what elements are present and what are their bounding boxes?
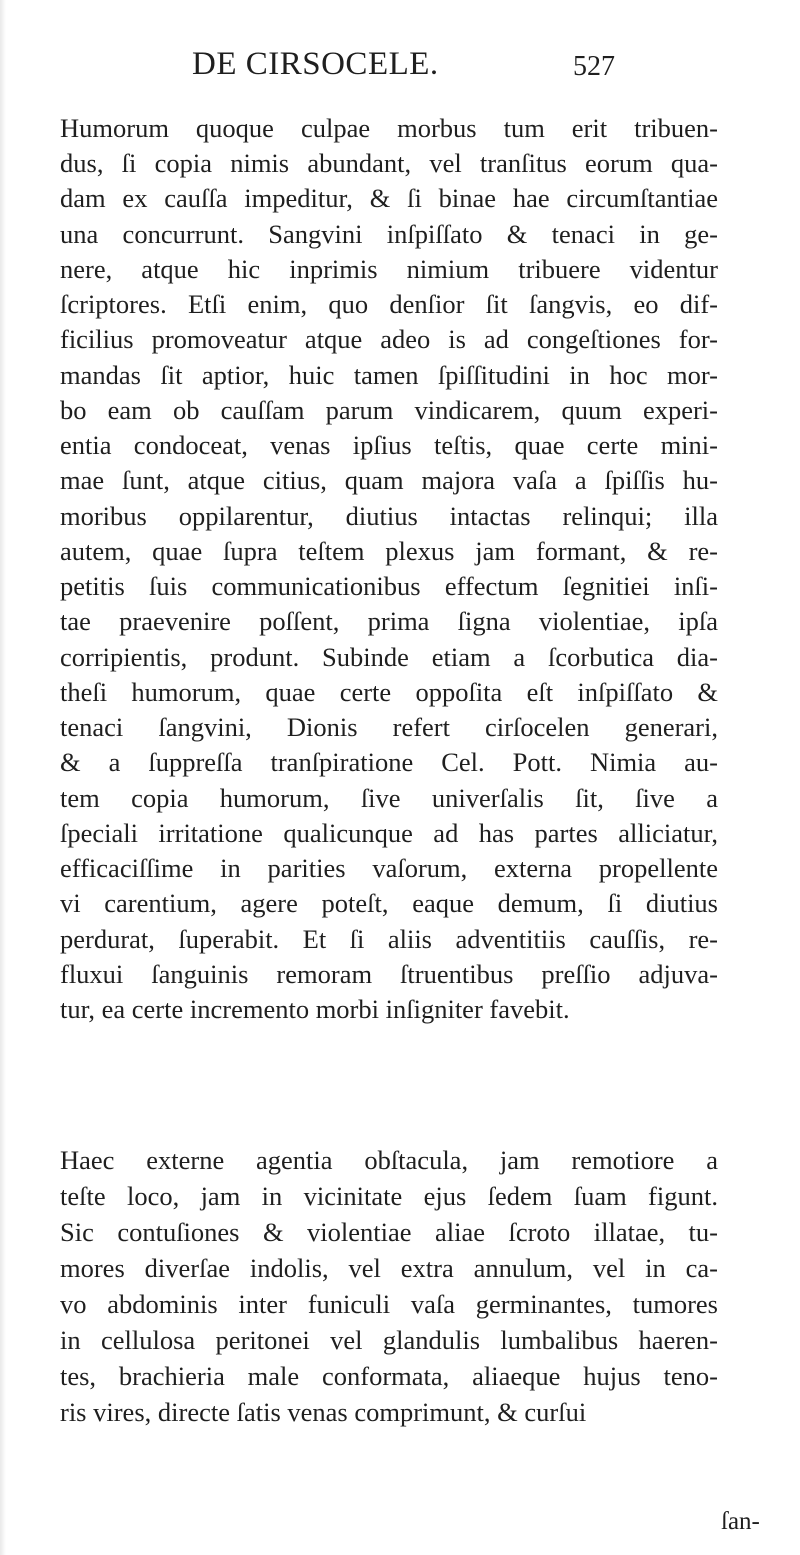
text-line: Humorum quoque culpae morbus tum erit tribuen- xyxy=(60,113,718,143)
text-line: entia condoceat, venas ipſius teſtis, quae certe mini- xyxy=(60,430,718,460)
text-line: tenaci ſangvini, Dionis refert cirſocelen generari, xyxy=(60,712,718,742)
text-line: dus, ſi copia nimis abundant, vel tranſitus eorum qua- xyxy=(60,148,718,178)
text-line: ſcriptores. Etſi enim, quo denſior ſit ſangvis, eo dif- xyxy=(60,289,718,319)
text-line: perdurat, ſuperabit. Et ſi aliis adventitiis cauſſis, re- xyxy=(60,924,718,954)
text-line: autem, quae ſupra teſtem plexus jam formant, & re- xyxy=(60,536,718,566)
text-line: tem copia humorum, ſive univerſalis ſit, ſive a xyxy=(60,783,718,813)
text-line: Haec externe agentia obſtacula, jam remotiore a xyxy=(60,1145,718,1175)
text-line: mores diverſae indolis, vel extra annulum, vel in ca- xyxy=(60,1253,718,1283)
text-line: tur, ea certe incremento morbi inſigniter favebit. xyxy=(60,994,570,1024)
scan-shadow-edge xyxy=(0,0,6,1555)
page-number: 527 xyxy=(573,51,615,82)
text-line: mae ſunt, atque citius, quam majora vaſa a ſpiſſis hu- xyxy=(60,465,718,495)
text-line: tae praevenire poſſent, prima ſigna violentiae, ipſa xyxy=(60,606,718,636)
text-line: tes, brachieria male conformata, aliaeque hujus teno- xyxy=(60,1361,718,1391)
text-line: teſte loco, jam in vicinitate ejus ſedem ſuam figunt. xyxy=(60,1181,718,1211)
text-line: fluxui ſanguinis remoram ſtruentibus preſſio adjuva- xyxy=(60,959,718,989)
page-title: DE CIRSOCELE. xyxy=(192,46,439,82)
text-line: ficilius promoveatur atque adeo is ad congeſtiones for- xyxy=(60,324,718,354)
text-line: mandas ſit aptior, huic tamen ſpiſſitudini in hoc mor- xyxy=(60,360,718,390)
text-line: nere, atque hic inprimis nimium tribuere videntur xyxy=(60,254,718,284)
text-line: una concurrunt. Sangvini inſpiſſato & tenaci in ge- xyxy=(60,219,718,249)
text-line: & a ſuppreſſa tranſpiratione Cel. Pott. Nimia au- xyxy=(60,747,718,777)
text-line: vi carentium, agere poteſt, eaque demum, ſi diutius xyxy=(60,888,718,918)
text-line: moribus oppilarentur, diutius intactas relinqui; illa xyxy=(60,501,718,531)
text-line: in cellulosa peritonei vel glandulis lumbalibus haeren- xyxy=(60,1325,718,1355)
text-line: dam ex cauſſa impeditur, & ſi binae hae circumſtantiae xyxy=(60,183,718,213)
text-line: efficaciſſime in parities vaſorum, externa propellente xyxy=(60,853,718,883)
text-line: bo eam ob cauſſam parum vindicarem, quum experi- xyxy=(60,395,718,425)
running-head xyxy=(0,44,800,84)
text-line: theſi humorum, quae certe oppoſita eſt inſpiſſato & xyxy=(60,677,718,707)
text-line: ris vires, directe ſatis venas comprimunt, & curſui xyxy=(60,1397,587,1427)
text-line: petitis ſuis communicationibus effectum ſegnitiei inſi- xyxy=(60,571,718,601)
text-line: Sic contuſiones & violentiae aliae ſcroto illatae, tu- xyxy=(60,1217,718,1247)
text-line: vo abdominis inter funiculi vaſa germinantes, tumores xyxy=(60,1289,718,1319)
text-line: corripientis, produnt. Subinde etiam a ſcorbutica dia- xyxy=(60,642,718,672)
catchword: ſan- xyxy=(721,1508,760,1535)
text-line: ſpeciali irritatione qualicunque ad has partes alliciatur, xyxy=(60,818,718,848)
